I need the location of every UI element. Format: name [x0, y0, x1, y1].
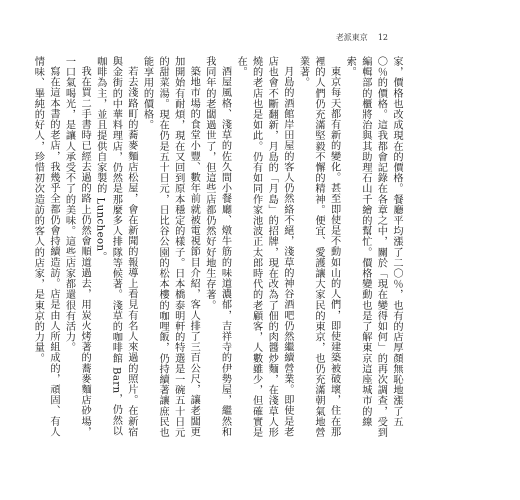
page-body — [32, 56, 404, 440]
vertical-text-block — [32, 56, 404, 440]
paragraph: 家，價格也改成現在的價格。餐廳平均漲了二〇％，也有的店厚顏無恥地漲了五〇％的價格。這我都會記錄在各章之中，關於「現在變得如何」的再次調查，受到編輯部的櫃將治與其助理石山千繪的幫忙。價格變動也是了解東京這座城市的線索。 — [344, 56, 402, 438]
paragraph: 月島的酒館岸田屋的客人仍然絡不絕，淺草的神谷酒吧仍然繼續營業。即使是老店也會不斷翻新，月島的「月島」的招牌，現在改為了佃的肉醬炒麵，在淺草人形燒的老店也是如此。仍有如同作家池波正太郎時代的老顧客，人數雖少，但確實是在。 — [235, 56, 293, 438]
paragraph: 東京每天都有新的變化。甚至即使是不動如山的人們，即使建築被破壞，住在那裡的人們仍充滿堅毅不懈的精神。便宜、愛護讓大家民的東京，也仍充滿朝氣地營業著。 — [297, 56, 340, 438]
paragraph: 酒屋風格、淺草的佐久間小餐廳、燉牛筋的味道濃郁，吉祥寺的伊勢屋，繼然和我同年的老闆過世了，但這些店都仍然好好地生存著。 — [203, 56, 231, 438]
paragraph: 築地市場的食堂小豐、數年前就被電視節目介紹，客人排了三百公尺，讓老闆更加開始有耐煩，現在又回到原本穩定的樣子。日本橋泰明軒的特選是一碗五十日元的甜菜湯。現在仍是五十日元，日比谷公園的松本樓的咖哩飯，仍持續著讓庶民也能享用的價格。 — [141, 56, 200, 438]
page-number: 12 — [377, 33, 388, 42]
running-title: 老派東京 — [335, 33, 368, 42]
paragraph: 我在買二手書時已經去過的路上仍然會順道過去，用炭火烤著的蕎麥麵店砂場，一口氣喝光，是讓人承受不了的美味。這些店家都還很有活力。 — [63, 56, 91, 438]
paragraph: 若去淺路町的蕎麥麵店松屋，會在新聞的報導上看見有名人來過的照片。在新宿與金街的中華料理店，仍然是那麼多人排隊等候著。淺草的咖啡館 Barn，仍然以咖啡為主，並且提供自家製的 Luncheon。 — [94, 56, 137, 438]
paragraph: 寫在這本書的老店，我幾乎全都仍會持續造訪。店是由人所組成的，頑固、有人情味、畢純的好人，珍惜初次造訪的客人的店家，是東京的力量。 — [32, 56, 59, 438]
running-header — [336, 32, 388, 43]
